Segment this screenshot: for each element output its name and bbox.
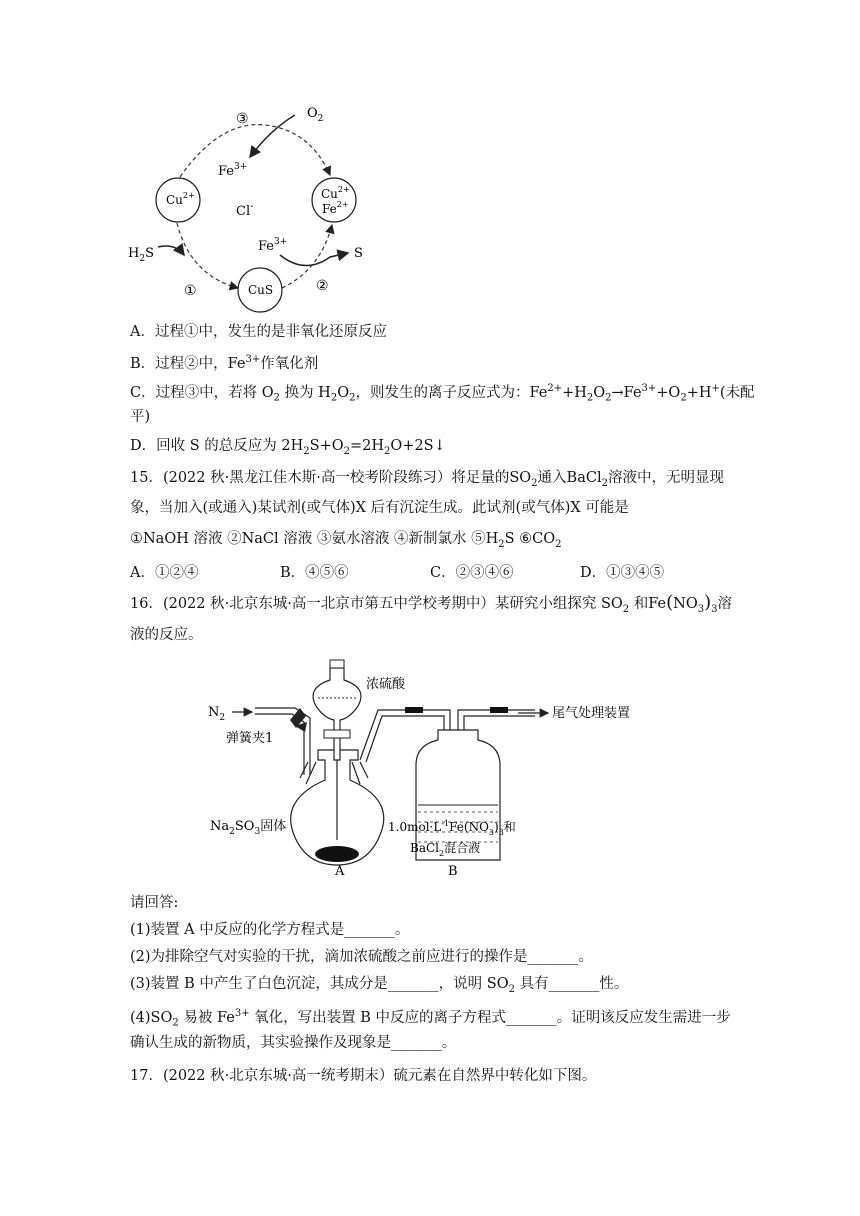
cu2-right-label: $Cu^{2+}$ bbox=[321, 185, 350, 201]
q15-stem-line2: 象，当加入(或通入)某试剂(或气体)X 后有沉淀生成。此试剂(或气体)X 可能是 bbox=[130, 500, 629, 516]
q15-option-d: D．①③④⑤ bbox=[580, 565, 665, 581]
spring-clamp bbox=[290, 708, 307, 732]
q16-part4: $(4)SO_2$ 易被 $Fe^{3+}$ 氧化，写出装置 B 中反应的离子方程式_______。证明该反应发生需进一步 bbox=[130, 1008, 731, 1029]
q16-answer-intro: 请回答: bbox=[130, 895, 179, 911]
n2-label: $N_2$ bbox=[208, 705, 226, 723]
concentration-label: $1.0mol\cdot L^{-1}Fe(NO_3)_3$和 bbox=[388, 819, 516, 837]
q16-stem-line1: 16．(2022 秋·北京东城·高一北京市第五中学校考期中）某研究小组探究 $SO_2$ 和$Fe(NO_3)_3$溶 bbox=[130, 592, 732, 615]
step1-label: ① bbox=[184, 283, 197, 299]
label-a: A bbox=[335, 864, 345, 879]
h2s-label: $H_2S$ bbox=[128, 246, 154, 264]
h2s-arrow bbox=[158, 246, 184, 255]
step2-label: ② bbox=[316, 278, 329, 294]
s-label: S bbox=[354, 246, 363, 261]
label-b: B bbox=[448, 864, 458, 879]
q16-part2: (2)为排除空气对实验的干扰，滴加浓硫酸之前应进行的操作是_______。 bbox=[130, 949, 593, 965]
step3-label: ③ bbox=[236, 111, 249, 127]
sulfur-cycle-diagram bbox=[120, 95, 380, 315]
q16-part3: (3)装置 B 中产生了白色沉淀，其成分是_______，说明 $SO_2$ 具有_______性。 bbox=[130, 976, 629, 995]
fe3-bottom-label: $Fe^{3+}$ bbox=[258, 237, 288, 254]
funnel bbox=[313, 668, 361, 760]
q14-option-a: A．过程①中，发生的是非氧化还原反应 bbox=[130, 324, 387, 340]
q17-stem: 17．(2022 秋·北京东城·高一统考期末）硫元素在自然界中转化如下图。 bbox=[130, 1068, 597, 1084]
na2so3-label: $Na_2SO_3$固体 bbox=[210, 819, 287, 837]
dashed-arc-left bbox=[177, 223, 238, 288]
fe2-right-label: $Fe^{2+}$ bbox=[322, 200, 349, 216]
cl-label: Cl- bbox=[236, 201, 254, 219]
o2-arrow bbox=[250, 115, 295, 157]
q16-stem-line2: 液的反应。 bbox=[130, 627, 203, 643]
o2-label: $O_2$ bbox=[307, 106, 324, 124]
q14-option-c: C．过程③中，若将 $O_2$ 换为 $H_2O_2$，则发生的离子反应式为：$Fe^{2+}+H_2O_2\to Fe^{3+}+O_2+H^+$(未配 bbox=[130, 383, 755, 404]
fe3-s-arrow bbox=[280, 253, 348, 266]
q14-option-c-cont: 平) bbox=[130, 409, 151, 425]
q14-option-b: B．过程②中，$Fe^{3+}$作氧化剂 bbox=[130, 354, 319, 372]
q16-part4-cont: 确认生成的新物质，其实验操作及现象是_______。 bbox=[130, 1035, 457, 1051]
fe3-top-label: $Fe^{3+}$ bbox=[218, 162, 248, 179]
q15-option-c: C．②③④⑥ bbox=[430, 565, 514, 581]
flask-side-neck-left bbox=[300, 762, 316, 784]
q14-option-d: D．回收 S 的总反应为 $2H_2S+O_2=2H_2O+2S↓$ bbox=[130, 438, 446, 457]
mixture-label: BaCl$_2$混合液 bbox=[410, 841, 481, 858]
q15-reagents: ①NaOH 溶液 ②NaCl 溶液 ③氨水溶液 ④新制氯水 $⑤H_2S$ $⑥CO_2$ bbox=[130, 531, 562, 550]
apparatus-diagram bbox=[200, 650, 680, 880]
cus-label: CuS bbox=[248, 283, 274, 297]
clamp-label: 弹簧夹1 bbox=[226, 731, 274, 746]
na2so3-solid bbox=[315, 846, 359, 862]
acid-label: 浓硫酸 bbox=[366, 677, 406, 692]
cu2-label: $Cu^{2+}$ bbox=[166, 191, 195, 207]
q15-stem-line1: 15．(2022 秋·黑龙江佳木斯·高一校考阶段练习）将足量的$SO_2$通入BaCl$_2$溶液中，无明显现 bbox=[130, 470, 724, 489]
q15-option-b: B．④⑤⑥ bbox=[280, 565, 349, 581]
tail-label: 尾气处理装置 bbox=[552, 706, 631, 721]
q15-option-a: A．①②④ bbox=[130, 565, 199, 581]
flask-side-neck-right bbox=[352, 762, 368, 784]
q16-part1: (1)装置 A 中反应的化学方程式是_______。 bbox=[130, 922, 410, 938]
